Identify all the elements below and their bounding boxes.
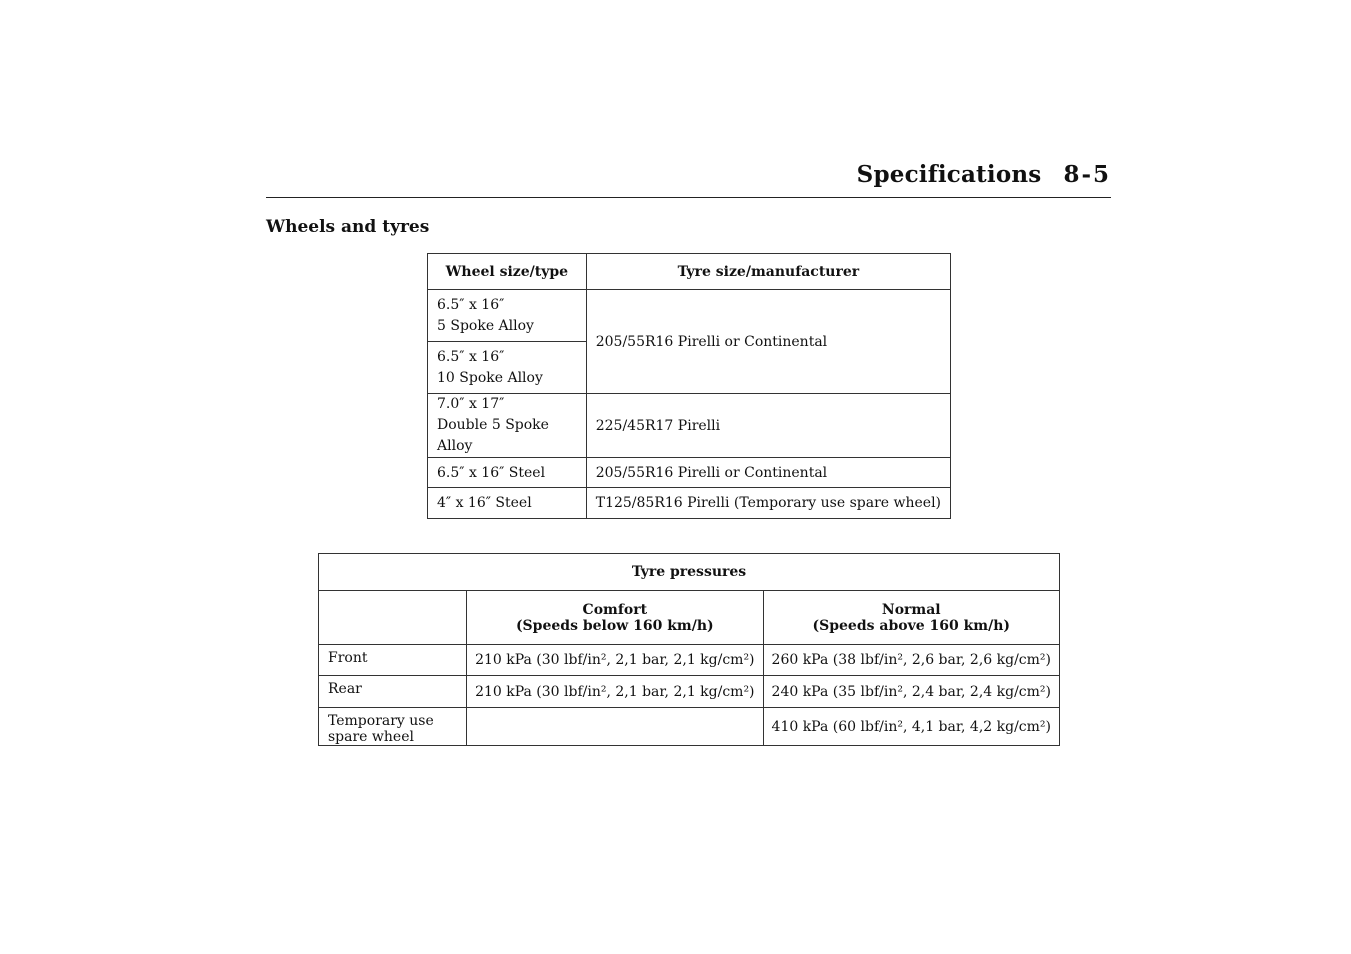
table-header-row bbox=[319, 591, 1060, 645]
wheel-type: Double 5 Spoke Alloy bbox=[437, 417, 549, 454]
wheel-size: 6.5″ x 16″ bbox=[437, 296, 505, 313]
wheel-cell bbox=[428, 394, 587, 458]
chapter-title: Specifications bbox=[856, 161, 1042, 188]
table-title-row bbox=[319, 554, 1060, 591]
table-header-row bbox=[428, 254, 951, 290]
wheel-size: 6.5″ x 16″ bbox=[437, 348, 505, 365]
page-title bbox=[857, 161, 1111, 188]
table-row bbox=[428, 488, 951, 519]
wheel-cell: 4″ x 16″ Steel bbox=[428, 488, 587, 519]
tyre-cell: 205/55R16 Pirelli or Continental bbox=[586, 458, 950, 488]
header-normal bbox=[763, 591, 1059, 645]
wheel-type: 10 Spoke Alloy bbox=[437, 369, 543, 386]
table-row bbox=[319, 645, 1060, 676]
header-empty bbox=[319, 591, 467, 645]
table-row bbox=[428, 290, 951, 342]
comfort-pressure bbox=[467, 708, 763, 746]
wheels-tyres-table bbox=[427, 253, 951, 519]
table-row bbox=[319, 676, 1060, 708]
section-title: Wheels and tyres bbox=[266, 217, 430, 237]
table-row bbox=[428, 458, 951, 488]
tyre-cell: T125/85R16 Pirelli (Temporary use spare wheel) bbox=[586, 488, 950, 519]
header-comfort bbox=[467, 591, 763, 645]
wheel-size: 7.0″ x 17″ bbox=[437, 396, 505, 412]
normal-speed: (Speeds above 160 km/h) bbox=[812, 617, 1011, 634]
normal-pressure: 410 kPa (60 lbf/in², 4,1 bar, 4,2 kg/cm²) bbox=[763, 708, 1059, 746]
normal-pressure: 240 kPa (35 lbf/in², 2,4 bar, 2,4 kg/cm²) bbox=[763, 676, 1059, 708]
page-number: 8-5 bbox=[1063, 161, 1111, 188]
pressures-title: Tyre pressures bbox=[319, 554, 1060, 591]
header-tyre-size: Tyre size/manufacturer bbox=[586, 254, 950, 290]
table-row bbox=[428, 394, 951, 458]
tyre-pressures-table bbox=[318, 553, 1060, 746]
position-label: Rear bbox=[319, 676, 467, 708]
header-wheel-size: Wheel size/type bbox=[428, 254, 587, 290]
tyre-cell: 205/55R16 Pirelli or Continental bbox=[586, 290, 950, 394]
position-label: Temporary use spare wheel bbox=[319, 708, 467, 746]
normal-label: Normal bbox=[881, 601, 941, 618]
position-label: Front bbox=[319, 645, 467, 676]
wheel-cell: 6.5″ x 16″ Steel bbox=[428, 458, 587, 488]
wheel-cell bbox=[428, 342, 587, 394]
comfort-label: Comfort bbox=[582, 601, 648, 618]
page-header bbox=[266, 158, 1111, 198]
table-row bbox=[319, 708, 1060, 746]
wheel-type: 5 Spoke Alloy bbox=[437, 317, 534, 334]
wheel-cell bbox=[428, 290, 587, 342]
comfort-pressure: 210 kPa (30 lbf/in², 2,1 bar, 2,1 kg/cm²) bbox=[467, 645, 763, 676]
normal-pressure: 260 kPa (38 lbf/in², 2,6 bar, 2,6 kg/cm²) bbox=[763, 645, 1059, 676]
comfort-speed: (Speeds below 160 km/h) bbox=[515, 617, 714, 634]
comfort-pressure: 210 kPa (30 lbf/in², 2,1 bar, 2,1 kg/cm²) bbox=[467, 676, 763, 708]
tyre-cell: 225/45R17 Pirelli bbox=[586, 394, 950, 458]
